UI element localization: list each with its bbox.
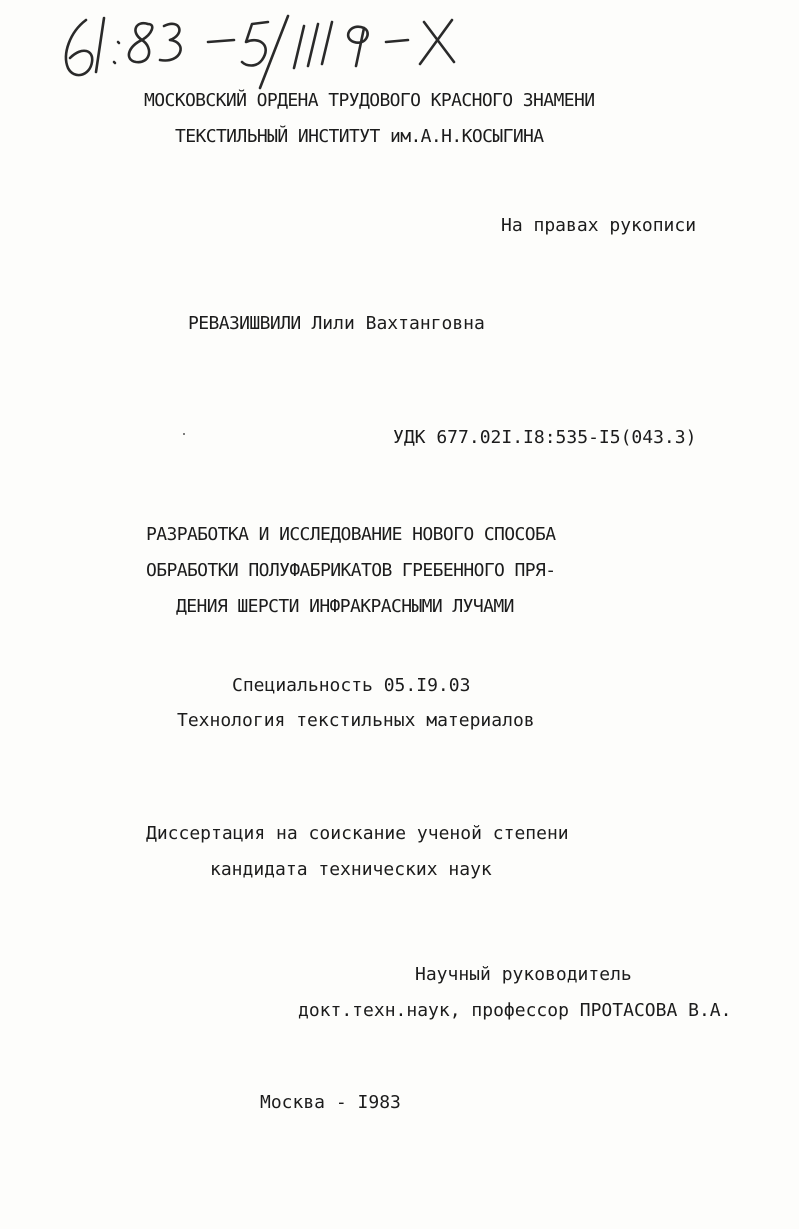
title-line-2: ОБРАБОТКИ ПОЛУФАБРИКАТОВ ГРЕБЕННОГО ПРЯ- [146,560,556,581]
institution-line-2: ТЕКСТИЛЬНЫЙ ИНСТИТУТ им.А.Н.КОСЫГИНА [175,126,544,147]
paper-speck [183,433,185,435]
author-name [188,313,485,335]
manuscript-note: На правах рукописи [501,215,697,236]
specialty-code: Специальность 05.I9.03 [232,675,471,696]
institution-line-1: МОСКОВСКИЙ ОРДЕНА ТРУДОВОГО КРАСНОГО ЗНАМЕНИ [144,90,595,111]
handwriting-scribble [56,2,476,94]
author-given-names: Лили Вахтанговна [311,313,485,334]
title-line-1: РАЗРАБОТКА И ИССЛЕДОВАНИЕ НОВОГО СПОСОБА [146,524,556,545]
specialty-name: Технология текстильных материалов [177,710,535,731]
author-surname: РЕВАЗИШВИЛИ [188,313,301,334]
degree-line-1: Диссертация на соискание ученой степени [146,823,569,844]
supervisor-name: докт.техн.наук, профессор ПРОТАСОВА В.А. [298,1000,732,1021]
degree-line-2: кандидата технических наук [210,859,492,880]
supervisor-label: Научный руководитель [415,964,632,985]
title-line-3: ДЕНИЯ ШЕРСТИ ИНФРАКРАСНЫМИ ЛУЧАМИ [176,596,514,617]
udc-code: УДК 677.02I.I8:535-I5(043.3) [393,427,697,448]
place-year: Москва - I983 [260,1092,401,1113]
archive-shelf-mark [56,2,476,94]
